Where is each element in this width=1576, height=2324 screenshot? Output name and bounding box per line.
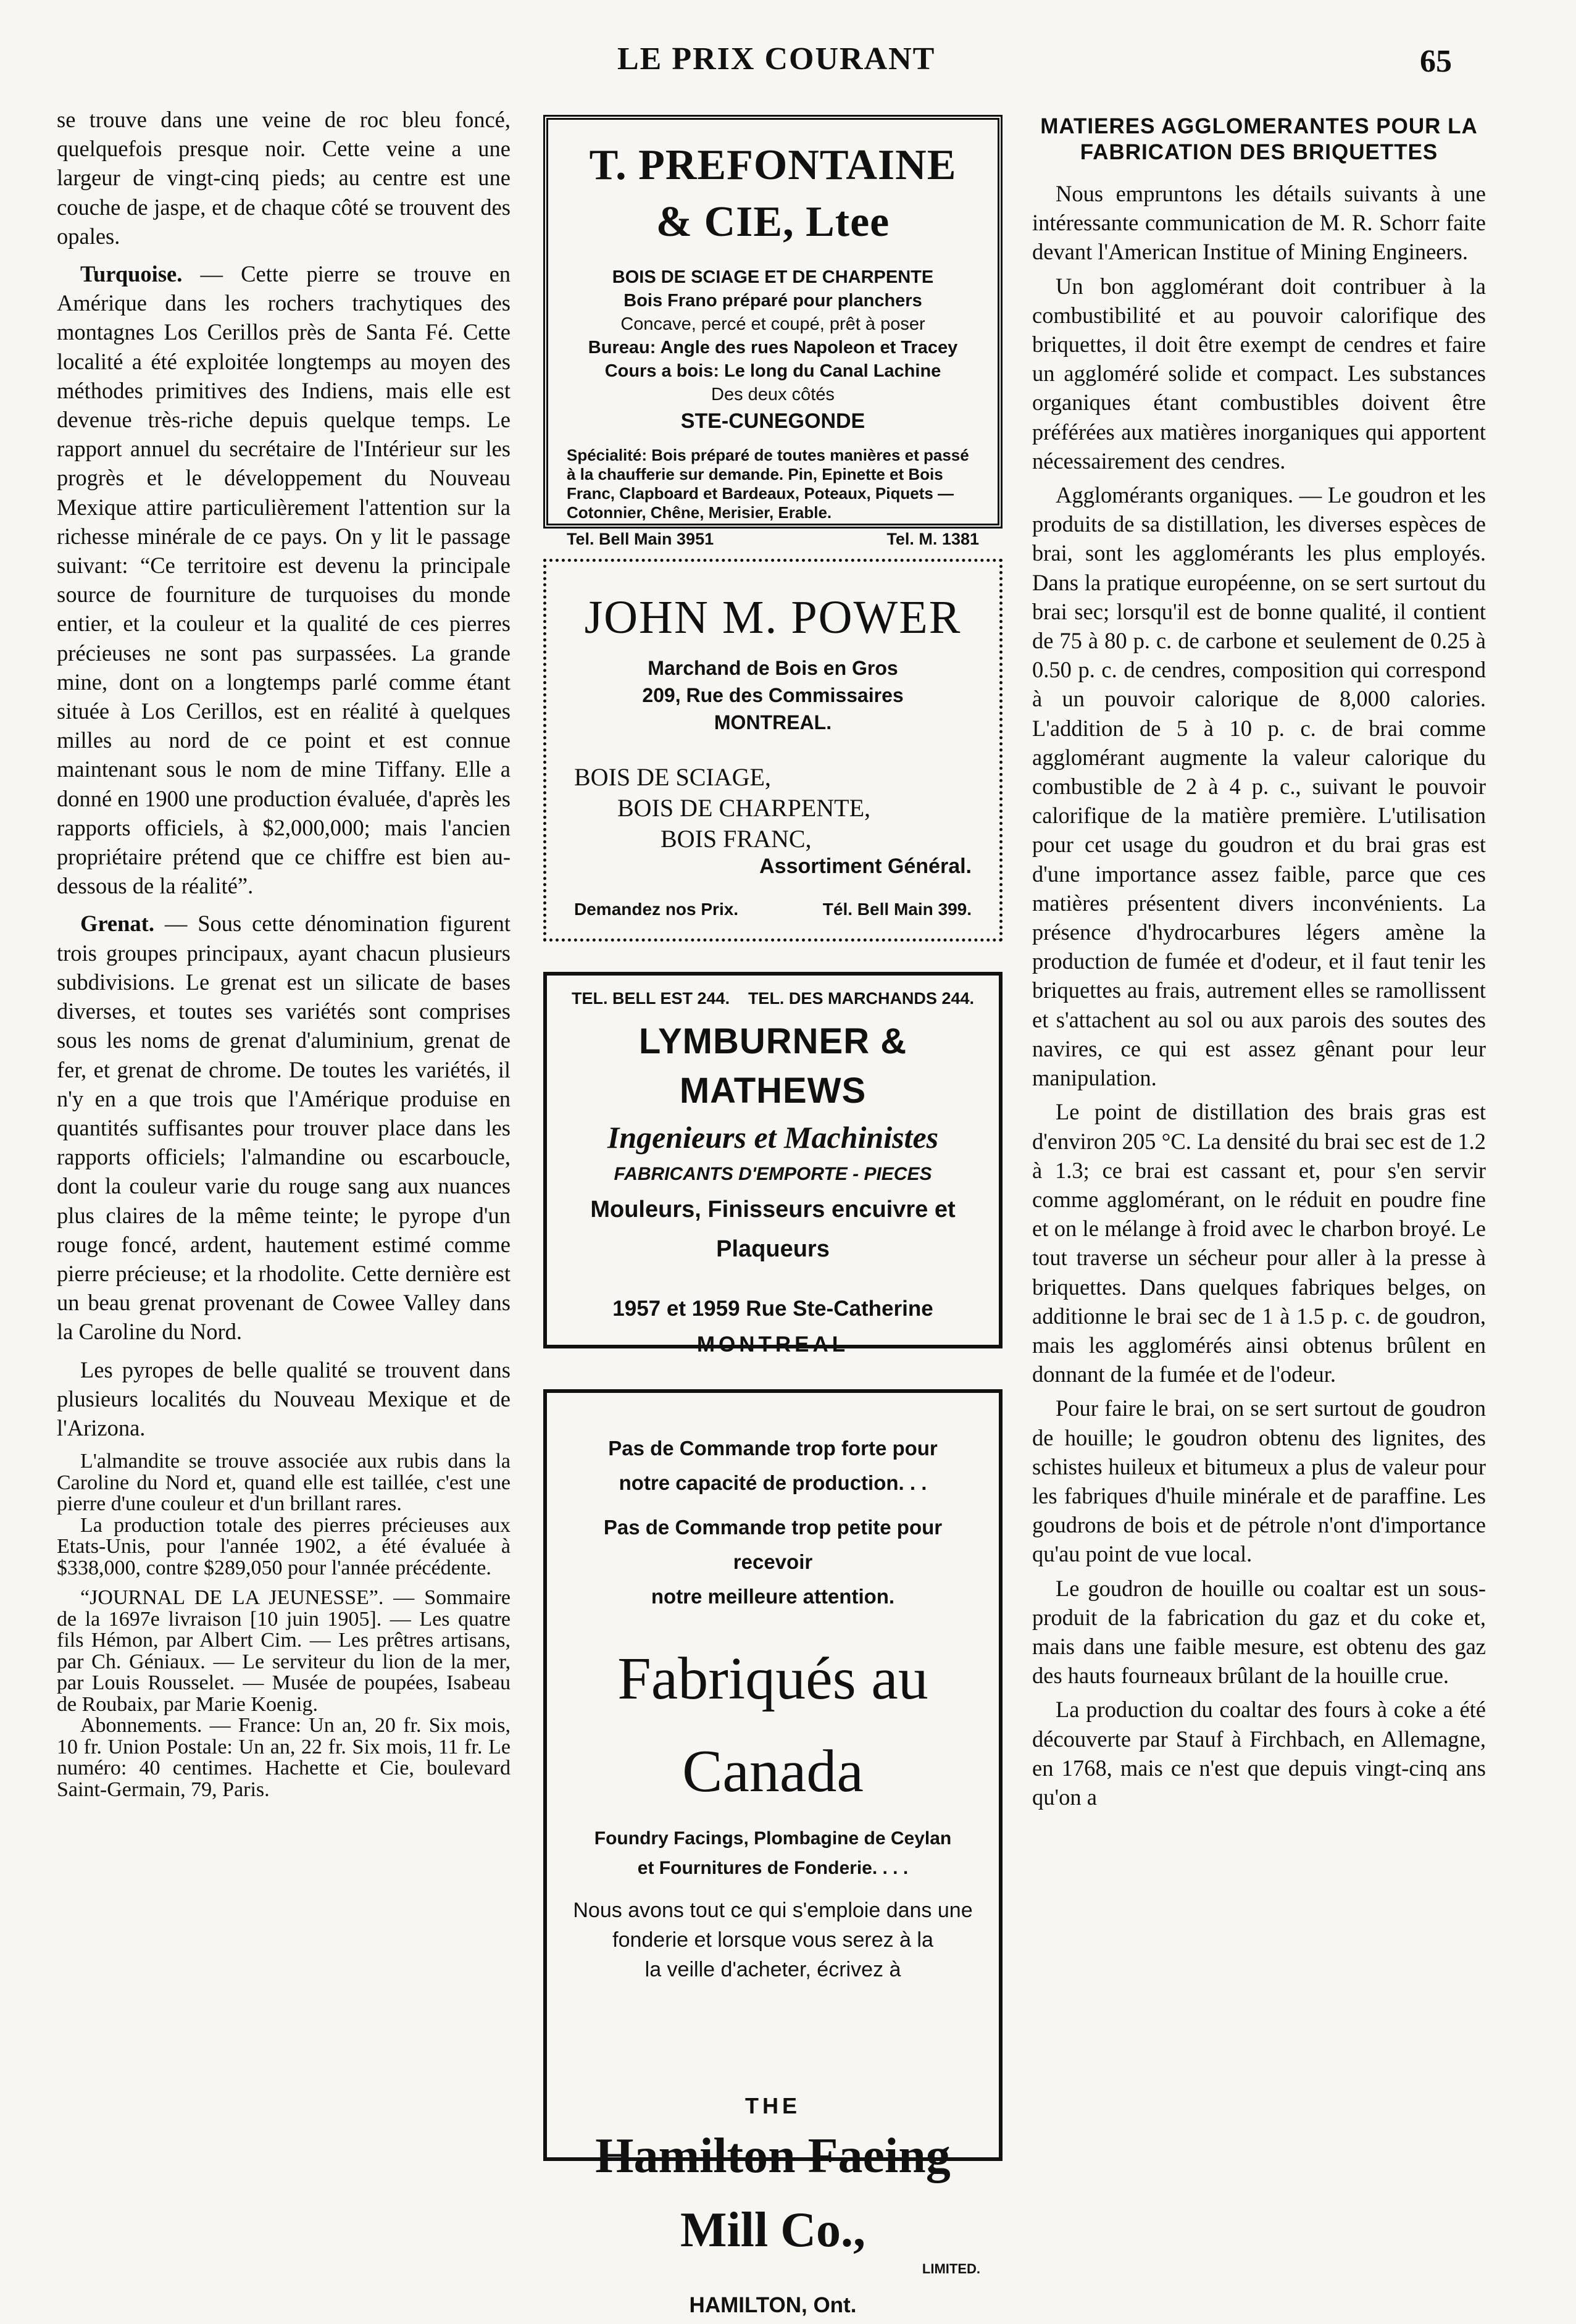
ad-prefontaine-line2: Bois Frano préparé pour planchers (623, 291, 922, 311)
ad-hamilton-body2: fonderie et lorsque vous serez à la (612, 1928, 933, 1952)
ad-lymburner-name: LYMBURNER & MATHEWS (638, 1021, 907, 1111)
ad-hamilton-body3: la veille d'acheter, écrivez à (644, 1958, 901, 1981)
paragraph-emprunt: Nous empruntons les détails suivants à une intéressante communication de M. R. Schorr faite devant l'American Institue of Mining Engineers. (1032, 181, 1486, 265)
ad-prefontaine-line1: BOIS DE SCIAGE ET DE CHARPENTE (612, 267, 934, 287)
ad-hamilton-top4: notre meilleure attention. (651, 1585, 895, 1608)
paragraph-organiques: Agglomérants organiques. — Le goudron et les produits de sa distillation, les diverses espèces de brai, sont les agglomérants les plus employés. Dans la pratique européenne, on se sert surtout du brai sec; lorsqu'il est de bonne qualité, il contient de 75 à 80 p. c. de carbone et seulement de 0.25 à 0.50 p. c. de cendres, composition qui correspond à un pouvoir calorique de 8,000 calories. L'addition de 5 à 10 p. c. de brai comme agglomérant augmente la valeur calorique du combustible de 2 à 4 p. c., suivant le pouvoir calorifique de la matière première. L'utilisation pour cet usage du goudron et du brai gras est d'une importance assez faible, parce que ces matières présentent divers inconvénients. La présence d'hydrocarbures légers amène la production de fumée et d'odeur, et il faut tenir les briquettes au frais, autrement elles se ramollissent et s'attachent au sol ou aux parois des soutes des navires, ce qui est assez gênant pour leur manipulation. (1032, 482, 1486, 1091)
ad-prefontaine-tels (567, 530, 979, 549)
ad-lymburner-trades: Mouleurs, Finisseurs encuivre et Plaqueurs (590, 1197, 956, 1262)
page-header (0, 41, 1576, 84)
paragraph-abonnements: Abonnements. — France: Un an, 20 fr. Six mois, 10 fr. Union Postale: Un an, 22 fr. Six mois, 11 fr. Le numéro: 40 centimes. Hachette et Cie, boulevard Saint-Germain, 79, Paris. (57, 1714, 511, 1801)
page-number: 65 (1420, 44, 1452, 79)
ad-power-name: JOHN M. POWER (584, 591, 962, 643)
ad-hamilton-limited: LIMITED. (922, 2261, 980, 2276)
ad-hamilton-body1: Nous avons tout ce qui s'emploie dans une (573, 1899, 973, 1922)
ad-power-line2: 209, Rue des Commissaires (642, 684, 904, 706)
ad-hamilton-top1: Pas de Commande trop forte pour (608, 1437, 938, 1460)
ad-hamilton-city: HAMILTON, Ont. (689, 2293, 857, 2317)
ad-prefontaine-tel-left: Tel. Bell Main 3951 (567, 530, 714, 548)
ad-power-item1: BOIS DE SCIAGE, (574, 763, 771, 791)
ad-hamilton-big: Fabriqués au Canada (617, 1645, 928, 1805)
paragraph-brai: Pour faire le brai, on se sert surtout de goudron de houille; le goudron obtenu des lignites, des schistes huileux et bitumeux a plus de valeur pour les fabriques d'huile minérale et de paraffine. Les goudrons de bois et de pétrole n'ont d'importance qu'au point de vue local. (1032, 1395, 1486, 1567)
ad-hamilton-mid1: Foundry Facings, Plombagine de Ceylan (594, 1828, 952, 1849)
ad-power-line1: Marchand de Bois en Gros (648, 657, 898, 679)
ad-lymburner-tels (572, 989, 974, 1008)
ad-lymburner-tel-right: TEL. DES MARCHANDS 244. (748, 989, 974, 1008)
ad-power-item4: Assortiment Général. (759, 855, 972, 878)
run-in-grenat: Grenat. (80, 911, 154, 937)
paragraph-turquoise (57, 259, 511, 900)
paragraph-coke: La production du coaltar des fours à coke a été découverte par Stauf à Firchbach, en Allemagne, en 1768, mais ce n'est que depuis vingt-cinq ans qu'on a (1032, 1697, 1486, 1810)
ad-power-item3: BOIS FRANC, (661, 825, 812, 853)
paragraph-agglomerant: Un bon agglomérant doit contribuer à la combustibilité et au pouvoir calorifique des briquettes, il doit être exempt de cendres et faire un aggloméré solide et compact. Les substances organiques étant combustibles doivent être préférées aux matières inorganiques qui apportent nécessairement des cendres. (1032, 273, 1486, 474)
article-title: MATIERES AGGLOMERANTES POUR LA FABRICATION DES BRIQUETTES (1040, 114, 1478, 164)
ad-lymburner (543, 972, 1003, 1356)
ad-lymburner-addr1: 1957 et 1959 Rue Ste-Catherine (612, 1297, 933, 1321)
ad-power-line3: MONTREAL. (714, 711, 832, 734)
ad-prefontaine (543, 115, 1003, 548)
ad-power (543, 559, 1003, 942)
paragraph-production: La production totale des pierres précieuses aux Etats-Unis, pour l'année 1902, a été évaluée à $338,000, contre $289,050 pour l'année précédente. (57, 1513, 511, 1579)
ad-prefontaine-tel-right: Tel. M. 1381 (886, 530, 979, 548)
ad-prefontaine-line5: Cours a bois: Le long du Canal Lachine (604, 361, 941, 381)
ad-hamilton-mid2: et Fournitures de Fonderie. . . . (637, 1858, 909, 1878)
ad-power-foot-right: Tél. Bell Main 399. (822, 900, 972, 919)
ad-prefontaine-name: T. PREFONTAINE & CIE, Ltee (589, 141, 957, 246)
ad-prefontaine-line6: Des deux côtés (711, 385, 835, 404)
running-head: LE PRIX COURANT (617, 41, 936, 77)
turquoise-text: — Cette pierre se trouve en Amérique dans les rochers trachytiques des montagnes Los Cerillos près de Santa Fé. Cette localité a été exploitée longtemps au moyen des méthodes primitives des Indiens, mais elle est devenue très-riche depuis quelque temps. Le rapport annuel du secrétaire de l'Intérieur sur les progrès et le développement du Nouveau Mexique attire particulièrement l'attention sur la richesse minérale de ce pays. On y lit le passage suivant: “Ce territoire est devenu la principale source de fourniture de turquoises du monde entier, et la couleur et la qualité de ces pierres précieuses ne sont pas surpassées. La grande mine, dont on a longtemps parlé comme étant située à Los Cerillos, est en réalité à quelques milles au nord de ce point et est connue maintenant sous le nom de mine Tiffany. Elle a donné en 1900 une production évaluée, d'après les rapports officiels, à $2,000,000; mais l'ancien propriétaire prétend que ce chiffre est bien au-dessous de la réalité”. (57, 261, 511, 899)
paragraph-pyropes: Les pyropes de belle qualité se trouvent dans plusieurs localités du Nouveau Mexique et de l'Arizona. (57, 1356, 511, 1440)
ad-hamilton-company: Hamilton Faeing Mill Co., (595, 2129, 951, 2257)
ad-prefontaine-specialty: Spécialité: Bois préparé de toutes manières et passé à la chaufferie sur demande. Pin, Epinette et Bois Franc, Clapboard et Bardeaux, Poteaux, Piquets — Cotonnier, Chêne, Merisier, Erable. (567, 446, 969, 522)
ad-lymburner-sub2: FABRICANTS D'EMPORTE - PIECES (614, 1164, 932, 1184)
ad-power-foot (574, 900, 972, 919)
run-in-turquoise: Turquoise. (80, 261, 183, 287)
ad-lymburner-tel-left: TEL. BELL EST 244. (572, 989, 730, 1008)
paragraph-grenat (57, 909, 511, 1346)
paragraph-distillation: Le point de distillation des brais gras est d'environ 205 °C. La densité du brai sec est de 1.2 à 1.3; ce brai est cassant et, pour s'en servir comme agglomérant, on le réduit en poudre fine et on le mélange à froid avec le charbon broyé. Le tout traverse un sécheur pour aller à la presse à briquettes. Dans quelques fabriques belges, on additionne le brai sec de 1 à 1.5 p. c. de goudron, mais les agglomérés ainsi obtenus brûlent en donnant de la fumée et de l'odeur. (1032, 1099, 1486, 1387)
ad-lymburner-sub: Ingenieurs et Machinistes (607, 1120, 939, 1155)
left-column (57, 105, 511, 1800)
ad-power-foot-left: Demandez nos Prix. (574, 900, 739, 919)
paragraph-coaltar: Le goudron de houille ou coaltar est un sous-produit de la fabrication du gaz et du coke et, mais dans une faible mesure, est obtenu des gaz des hauts fourneaux brûlant de la houille crue. (1032, 1575, 1486, 1689)
paragraph-almandite: L'almandite se trouve associée aux rubis dans la Caroline du Nord et, quand elle est taillée, c'est une pierre d'une couleur et d'un brillant rares. (57, 1450, 511, 1516)
ad-lymburner-addr2: MONTREAL (696, 1332, 849, 1356)
ad-prefontaine-line4: Bureau: Angle des rues Napoleon et Tracey (588, 338, 958, 357)
paragraph-journal: “JOURNAL DE LA JEUNESSE”. — Sommaire de la 1697e livraison [10 juin 1905]. — Les quatre fils Hémon, par Albert Cim. — Les prêtres artisans, par Ch. Géniaux. — Le serviteur du lion de la mer, par Louis Rousselet. — Musée de poupées, Isabeau de Roubaix, par Marie Koenig. (57, 1586, 511, 1716)
ad-prefontaine-line7: STE-CUNEGONDE (680, 409, 865, 433)
ad-hamilton-the: THE (745, 2093, 801, 2118)
ad-prefontaine-line3: Concave, percé et coupé, prêt à poser (620, 314, 925, 334)
ad-hamilton (543, 1389, 1003, 2317)
ad-hamilton-top3: Pas de Commande trop petite pour recevoir (603, 1516, 943, 1573)
grenat-text: — Sous cette dénomination figurent trois groupes principaux, ayant chacun plusieurs subdivisions. Le grenat est un silicate de bases diverses, et toutes ses variétés sont comprises sous les noms de grenat d'aluminium, grenat de fer, et grenat de chrome. De toutes les variétés, il n'y en a que trois que l'Amérique produise en quantités suffisantes pour trouver place dans les rapports officiels; l'almandine ou escarboucle, dont la couleur varie du rouge sang aux nuances plus claires de la même teinte; le pyrope d'un rouge foncé, ardent, hautement estimé comme pierre précieuse; et la rhodolite. Cette dernière est un beau grenat provenant de Cowee Valley dans la Caroline du Nord. (57, 911, 511, 1345)
ad-hamilton-top2: notre capacité de production. . . (619, 1471, 927, 1494)
paragraph-opales: se trouve dans une veine de roc bleu foncé, quelquefois presque noir. Cette veine a une largeur de vingt-cinq pieds; au centre est une couche de jaspe, et de chaque côté se trouvent des opales. (57, 107, 511, 249)
ad-power-list (574, 762, 972, 855)
right-column (1032, 105, 1486, 1812)
ad-power-item2: BOIS DE CHARPENTE, (617, 794, 871, 822)
